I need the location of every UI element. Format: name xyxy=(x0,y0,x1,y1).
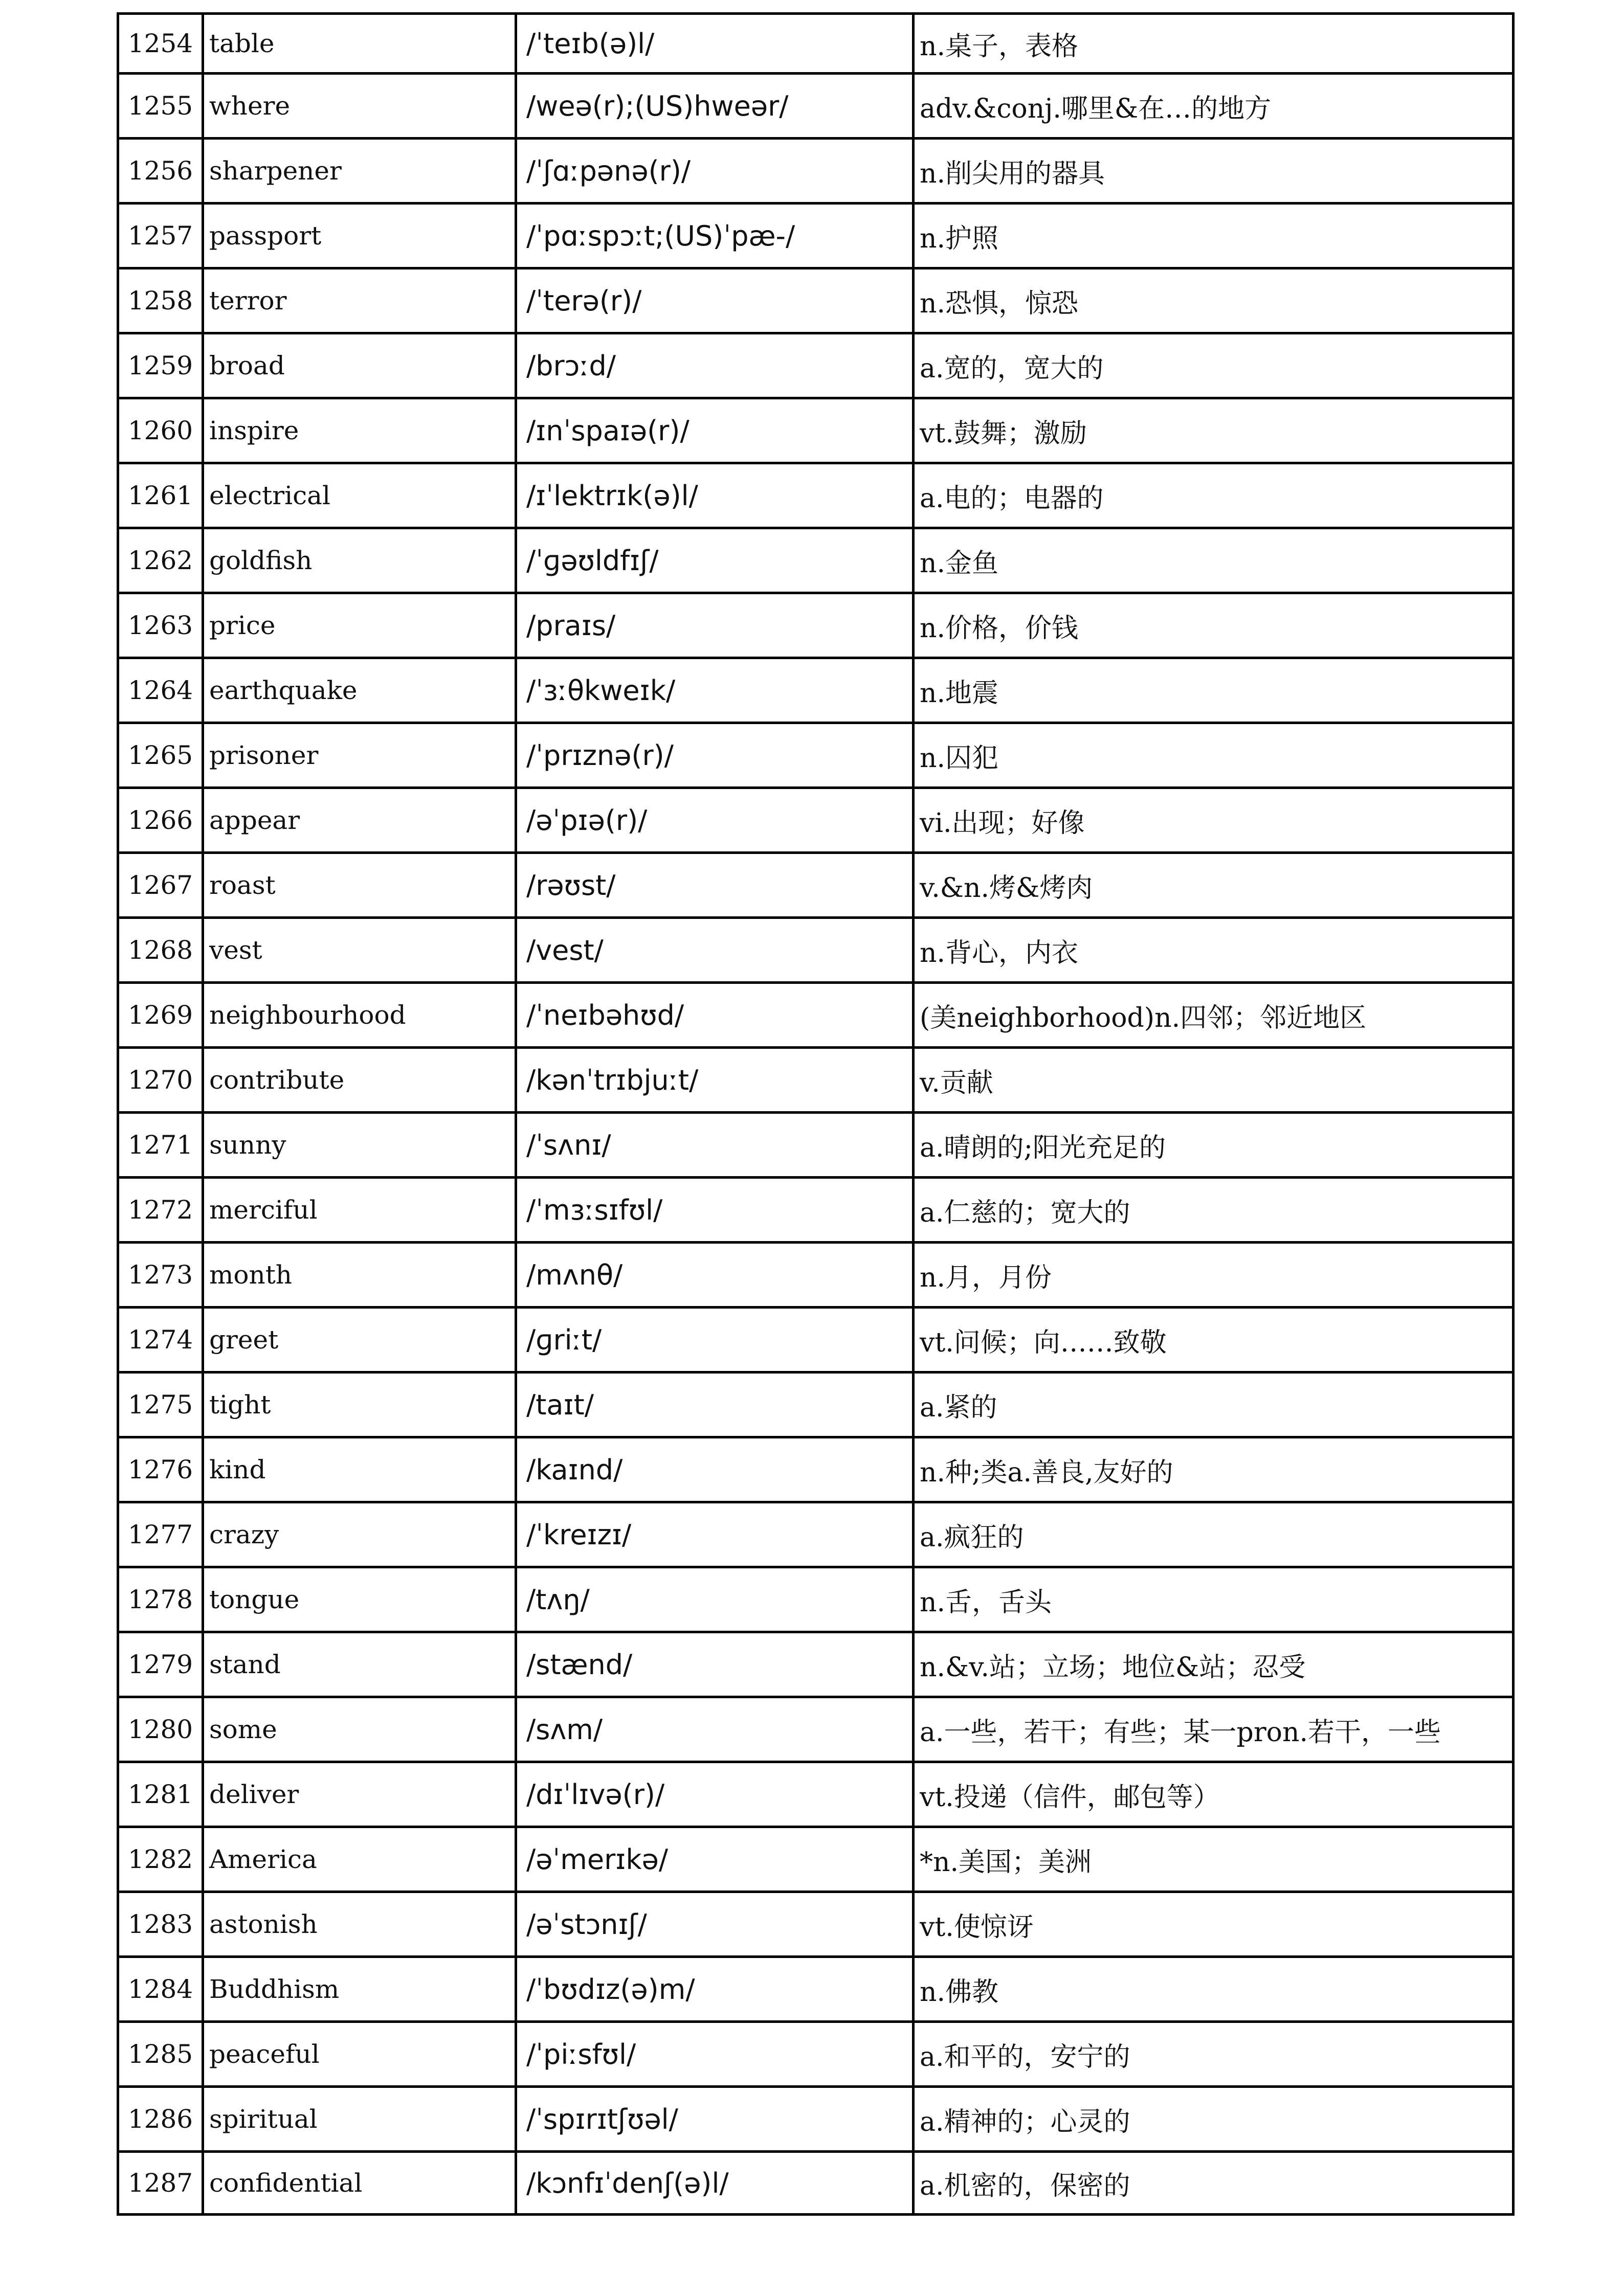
entry-number: 1284 xyxy=(118,1957,203,2022)
table-row xyxy=(118,1502,1514,1567)
entry-word: broad xyxy=(203,333,516,398)
entry-definition: n.桌子，表格 xyxy=(914,14,1514,74)
table-row xyxy=(118,2022,1514,2087)
table-row xyxy=(118,1697,1514,1762)
entry-number: 1266 xyxy=(118,788,203,853)
entry-word: price xyxy=(203,593,516,658)
entry-number: 1254 xyxy=(118,14,203,74)
entry-phonetic: /kaɪnd/ xyxy=(516,1437,914,1502)
entry-word: peaceful xyxy=(203,2022,516,2087)
entry-definition: n.地震 xyxy=(914,658,1514,723)
entry-number: 1276 xyxy=(118,1437,203,1502)
entry-phonetic: /ɪnˈspaɪə(r)/ xyxy=(516,398,914,463)
entry-number: 1283 xyxy=(118,1892,203,1957)
entry-number: 1265 xyxy=(118,723,203,788)
entry-number: 1258 xyxy=(118,268,203,333)
entry-word: prisoner xyxy=(203,723,516,788)
entry-definition: a.和平的，安宁的 xyxy=(914,2022,1514,2087)
entry-word: terror xyxy=(203,268,516,333)
table-row xyxy=(118,1243,1514,1308)
entry-phonetic: /ˈspɪrɪtʃʊəl/ xyxy=(516,2087,914,2152)
entry-number: 1278 xyxy=(118,1567,203,1632)
entry-word: merciful xyxy=(203,1178,516,1243)
entry-definition: a.精神的；心灵的 xyxy=(914,2087,1514,2152)
entry-definition: n.种;类a.善良,友好的 xyxy=(914,1437,1514,1502)
entry-phonetic: /ˈbʊdɪz(ə)m/ xyxy=(516,1957,914,2022)
entry-definition: n.囚犯 xyxy=(914,723,1514,788)
table-row xyxy=(118,14,1514,74)
entry-phonetic: /əˈpɪə(r)/ xyxy=(516,788,914,853)
entry-phonetic: /ˈneɪbəhʊd/ xyxy=(516,983,914,1048)
vocabulary-table-body xyxy=(118,14,1514,2215)
entry-phonetic: /rəʊst/ xyxy=(516,853,914,918)
entry-definition: vt.使惊讶 xyxy=(914,1892,1514,1957)
entry-definition: n.&v.站；立场；地位&站；忍受 xyxy=(914,1632,1514,1697)
entry-phonetic: /kənˈtrɪbjuːt/ xyxy=(516,1048,914,1113)
entry-number: 1267 xyxy=(118,853,203,918)
entry-word: roast xyxy=(203,853,516,918)
entry-word: appear xyxy=(203,788,516,853)
entry-definition: a.紧的 xyxy=(914,1372,1514,1437)
entry-phonetic: /dɪˈlɪvə(r)/ xyxy=(516,1762,914,1827)
entry-phonetic: /ˈprɪznə(r)/ xyxy=(516,723,914,788)
entry-number: 1287 xyxy=(118,2152,203,2215)
entry-word: electrical xyxy=(203,463,516,528)
entry-word: where xyxy=(203,74,516,139)
table-row xyxy=(118,204,1514,268)
entry-number: 1271 xyxy=(118,1113,203,1178)
entry-word: neighbourhood xyxy=(203,983,516,1048)
entry-definition: n.佛教 xyxy=(914,1957,1514,2022)
entry-number: 1269 xyxy=(118,983,203,1048)
entry-definition: n.金鱼 xyxy=(914,528,1514,593)
entry-number: 1285 xyxy=(118,2022,203,2087)
entry-definition: a.宽的，宽大的 xyxy=(914,333,1514,398)
table-row xyxy=(118,1827,1514,1892)
entry-phonetic: /sʌm/ xyxy=(516,1697,914,1762)
table-row xyxy=(118,398,1514,463)
entry-word: astonish xyxy=(203,1892,516,1957)
entry-phonetic: /ɡriːt/ xyxy=(516,1308,914,1372)
entry-word: greet xyxy=(203,1308,516,1372)
table-row xyxy=(118,723,1514,788)
entry-phonetic: /weə(r);(US)hweər/ xyxy=(516,74,914,139)
table-row xyxy=(118,528,1514,593)
entry-word: spiritual xyxy=(203,2087,516,2152)
entry-number: 1262 xyxy=(118,528,203,593)
entry-phonetic: /ˈkreɪzɪ/ xyxy=(516,1502,914,1567)
entry-phonetic: /stænd/ xyxy=(516,1632,914,1697)
entry-phonetic: /ˈɡəʊldfɪʃ/ xyxy=(516,528,914,593)
entry-definition: a.仁慈的；宽大的 xyxy=(914,1178,1514,1243)
entry-definition: a.疯狂的 xyxy=(914,1502,1514,1567)
entry-word: sunny xyxy=(203,1113,516,1178)
table-row xyxy=(118,1437,1514,1502)
table-row xyxy=(118,788,1514,853)
entry-word: tongue xyxy=(203,1567,516,1632)
entry-phonetic: /vest/ xyxy=(516,918,914,983)
entry-definition: vt.问候；向……致敬 xyxy=(914,1308,1514,1372)
entry-phonetic: /ɪˈlektrɪk(ə)l/ xyxy=(516,463,914,528)
table-row xyxy=(118,658,1514,723)
entry-number: 1260 xyxy=(118,398,203,463)
table-row xyxy=(118,2152,1514,2215)
entry-phonetic: /praɪs/ xyxy=(516,593,914,658)
table-row xyxy=(118,2087,1514,2152)
entry-definition: vt.鼓舞；激励 xyxy=(914,398,1514,463)
entry-word: America xyxy=(203,1827,516,1892)
table-row xyxy=(118,593,1514,658)
entry-definition: n.恐惧，惊恐 xyxy=(914,268,1514,333)
table-row xyxy=(118,1957,1514,2022)
table-row xyxy=(118,139,1514,204)
entry-definition: a.一些，若干；有些；某一pron.若干，一些 xyxy=(914,1697,1514,1762)
entry-word: table xyxy=(203,14,516,74)
table-row xyxy=(118,1762,1514,1827)
vocabulary-table xyxy=(117,12,1515,2216)
entry-word: Buddhism xyxy=(203,1957,516,2022)
entry-number: 1261 xyxy=(118,463,203,528)
entry-phonetic: /tʌŋ/ xyxy=(516,1567,914,1632)
entry-phonetic: /ˈmɜːsɪfʊl/ xyxy=(516,1178,914,1243)
entry-definition: n.护照 xyxy=(914,204,1514,268)
table-row xyxy=(118,1892,1514,1957)
entry-word: contribute xyxy=(203,1048,516,1113)
entry-phonetic: /ˈɜːθkweɪk/ xyxy=(516,658,914,723)
entry-number: 1275 xyxy=(118,1372,203,1437)
table-row xyxy=(118,983,1514,1048)
table-row xyxy=(118,918,1514,983)
entry-definition: adv.&conj.哪里&在…的地方 xyxy=(914,74,1514,139)
entry-word: crazy xyxy=(203,1502,516,1567)
entry-word: stand xyxy=(203,1632,516,1697)
entry-number: 1263 xyxy=(118,593,203,658)
entry-number: 1272 xyxy=(118,1178,203,1243)
entry-definition: vt.投递（信件，邮包等） xyxy=(914,1762,1514,1827)
entry-phonetic: /ˈterə(r)/ xyxy=(516,268,914,333)
entry-definition: a.电的；电器的 xyxy=(914,463,1514,528)
entry-phonetic: /kɔnfɪˈdenʃ(ə)l/ xyxy=(516,2152,914,2215)
entry-number: 1257 xyxy=(118,204,203,268)
entry-phonetic: /əˈmerɪkə/ xyxy=(516,1827,914,1892)
entry-word: some xyxy=(203,1697,516,1762)
table-row xyxy=(118,1048,1514,1113)
entry-word: passport xyxy=(203,204,516,268)
entry-word: earthquake xyxy=(203,658,516,723)
entry-definition: v.贡献 xyxy=(914,1048,1514,1113)
entry-number: 1270 xyxy=(118,1048,203,1113)
entry-definition: a.晴朗的;阳光充足的 xyxy=(914,1113,1514,1178)
entry-number: 1280 xyxy=(118,1697,203,1762)
entry-word: confidential xyxy=(203,2152,516,2215)
entry-definition: a.机密的，保密的 xyxy=(914,2152,1514,2215)
entry-word: kind xyxy=(203,1437,516,1502)
table-row xyxy=(118,1372,1514,1437)
entry-definition: n.舌，舌头 xyxy=(914,1567,1514,1632)
entry-word: inspire xyxy=(203,398,516,463)
entry-number: 1286 xyxy=(118,2087,203,2152)
table-row xyxy=(118,1567,1514,1632)
entry-word: month xyxy=(203,1243,516,1308)
entry-phonetic: /əˈstɔnɪʃ/ xyxy=(516,1892,914,1957)
entry-definition: *n.美国；美洲 xyxy=(914,1827,1514,1892)
table-row xyxy=(118,1178,1514,1243)
entry-definition: n.背心，内衣 xyxy=(914,918,1514,983)
entry-phonetic: /brɔːd/ xyxy=(516,333,914,398)
table-row xyxy=(118,74,1514,139)
entry-number: 1268 xyxy=(118,918,203,983)
entry-number: 1273 xyxy=(118,1243,203,1308)
entry-phonetic: /ˈteɪb(ə)l/ xyxy=(516,14,914,74)
table-row xyxy=(118,1308,1514,1372)
entry-number: 1255 xyxy=(118,74,203,139)
entry-word: vest xyxy=(203,918,516,983)
entry-number: 1264 xyxy=(118,658,203,723)
table-row xyxy=(118,853,1514,918)
entry-phonetic: /ˈpiːsfʊl/ xyxy=(516,2022,914,2087)
entry-word: goldfish xyxy=(203,528,516,593)
entry-word: deliver xyxy=(203,1762,516,1827)
entry-phonetic: /ˈsʌnɪ/ xyxy=(516,1113,914,1178)
table-row xyxy=(118,463,1514,528)
entry-definition: v.&n.烤&烤肉 xyxy=(914,853,1514,918)
entry-definition: n.月，月份 xyxy=(914,1243,1514,1308)
entry-number: 1279 xyxy=(118,1632,203,1697)
entry-definition: (美neighborhood)n.四邻；邻近地区 xyxy=(914,983,1514,1048)
table-row xyxy=(118,1632,1514,1697)
entry-phonetic: /taɪt/ xyxy=(516,1372,914,1437)
entry-number: 1259 xyxy=(118,333,203,398)
entry-number: 1281 xyxy=(118,1762,203,1827)
entry-definition: vi.出现；好像 xyxy=(914,788,1514,853)
entry-number: 1274 xyxy=(118,1308,203,1372)
entry-phonetic: /ˈpɑːspɔːt;(US)ˈpæ-/ xyxy=(516,204,914,268)
table-row xyxy=(118,333,1514,398)
entry-phonetic: /mʌnθ/ xyxy=(516,1243,914,1308)
entry-word: tight xyxy=(203,1372,516,1437)
entry-phonetic: /ˈʃɑːpənə(r)/ xyxy=(516,139,914,204)
entry-number: 1277 xyxy=(118,1502,203,1567)
entry-number: 1282 xyxy=(118,1827,203,1892)
entry-word: sharpener xyxy=(203,139,516,204)
entry-definition: n.价格，价钱 xyxy=(914,593,1514,658)
entry-definition: n.削尖用的器具 xyxy=(914,139,1514,204)
table-row xyxy=(118,268,1514,333)
table-row xyxy=(118,1113,1514,1178)
entry-number: 1256 xyxy=(118,139,203,204)
